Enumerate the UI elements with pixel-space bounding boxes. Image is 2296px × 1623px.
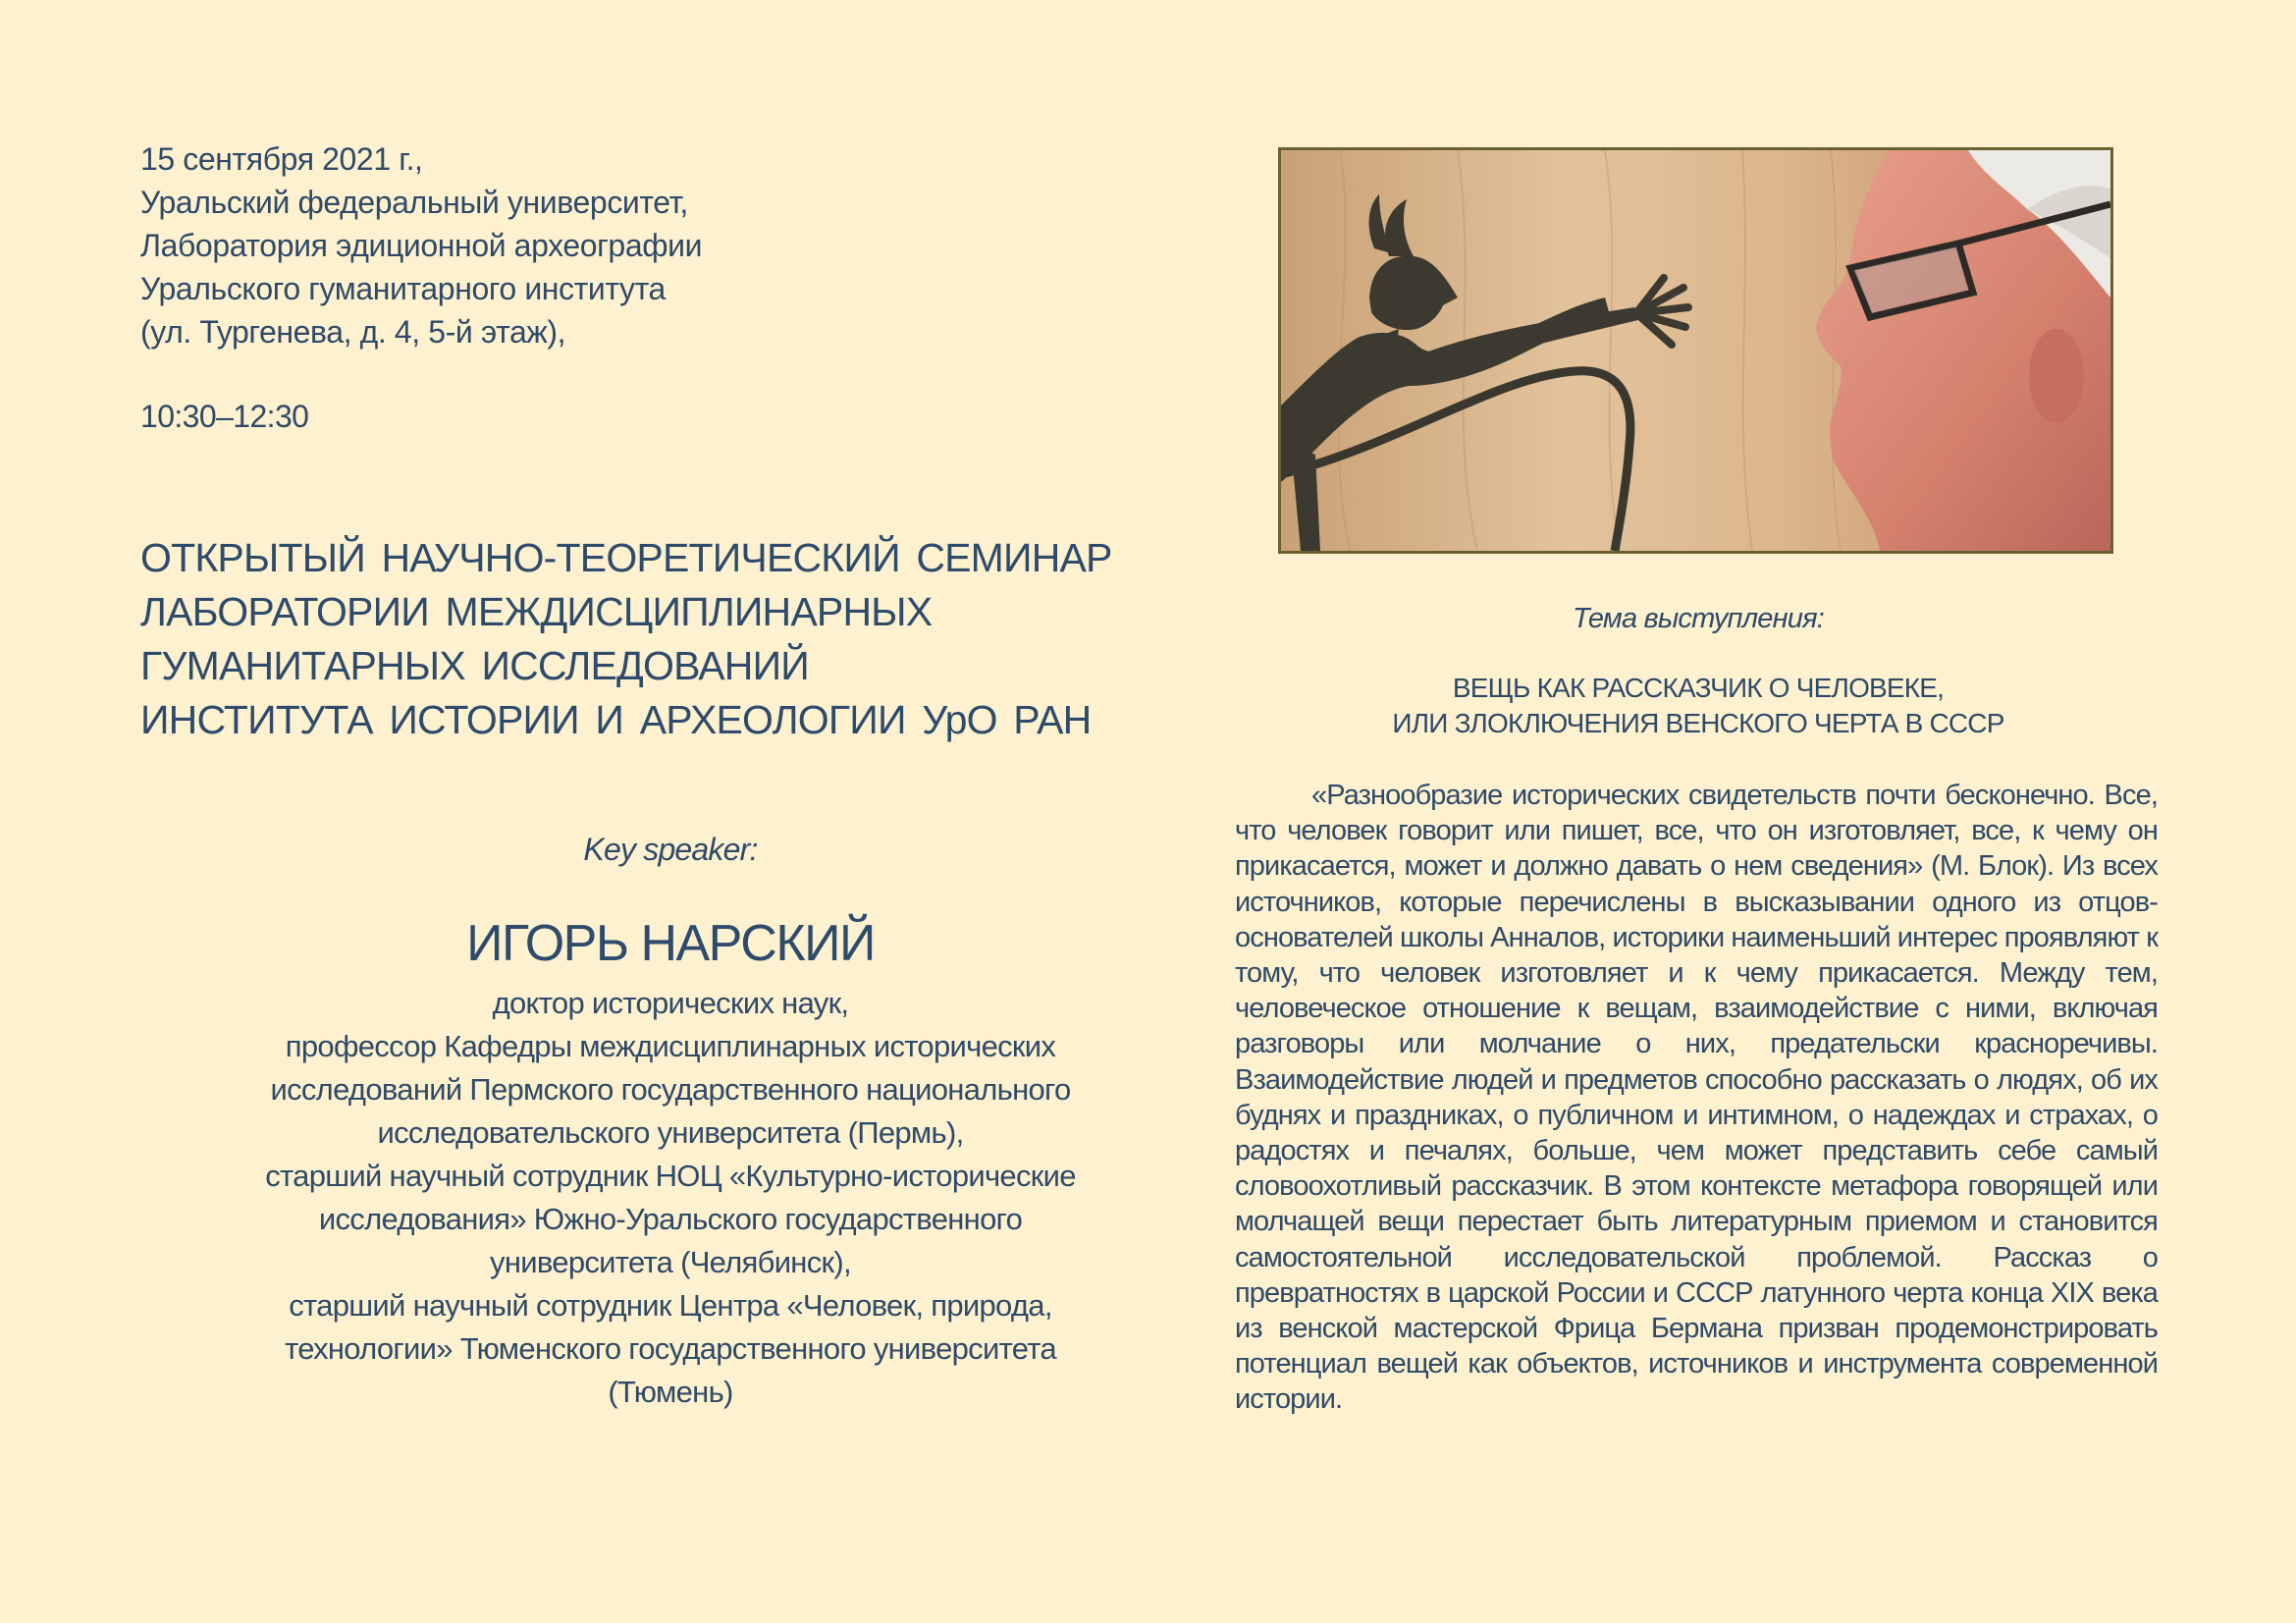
speaker-name: ИГОРЬ НАРСКИЙ	[466, 915, 875, 972]
photo-devil-figurine-icon	[1281, 150, 2110, 551]
seminar-title-line: ЛАБОРАТОРИИ МЕЖДИСЦИПЛИНАРНЫХ	[140, 589, 933, 634]
talk-title	[1237, 671, 2160, 741]
talk-label: Тема выступления:	[1572, 603, 1825, 634]
seminar-title-line: ГУМАНИТАРНЫХ ИССЛЕДОВАНИЙ	[140, 643, 809, 688]
event-address: (ул. Тургенева, д. 4, 5-й этаж),	[140, 314, 566, 350]
speaker-bio-line: исследования» Южно-Уральского государственного	[318, 1202, 1023, 1236]
talk-title-line: ИЛИ ЗЛОКЛЮЧЕНИЯ ВЕНСКОГО ЧЕРТА В СССР	[1392, 708, 2004, 738]
event-info	[140, 137, 1024, 353]
speaker-label: Key speaker:	[583, 832, 758, 867]
event-laboratory: Лаборатория эдиционной археографии	[140, 228, 703, 263]
event-time: 10:30–12:30	[140, 399, 309, 434]
speaker-bio-line: доктор исторических наук,	[492, 986, 849, 1020]
seminar-title-line: ИНСТИТУТА ИСТОРИИ И АРХЕОЛОГИИ УрО РАН	[140, 697, 1092, 742]
speaker-bio-line: университета (Челябинск),	[490, 1245, 851, 1279]
speaker-bio-line: технологии» Тюменского государственного университета	[285, 1331, 1056, 1366]
event-university: Уральский федеральный университет,	[140, 185, 688, 220]
seminar-title-line: ОТКРЫТЫЙ НАУЧНО-ТЕОРЕТИЧЕСКИЙ СЕМИНАР	[140, 535, 1112, 580]
talk-title-line: ВЕЩЬ КАК РАССКАЗЧИК О ЧЕЛОВЕКЕ,	[1452, 673, 1945, 703]
speaker-bio-line: (Тюмень)	[608, 1375, 733, 1409]
speaker-bio-line: профессор Кафедры междисциплинарных исторических	[285, 1029, 1056, 1063]
speaker-bio	[140, 982, 1201, 1414]
speaker-bio-line: исследований Пермского государственного национального	[270, 1072, 1071, 1107]
seminar-title	[140, 531, 1122, 747]
speaker-photo	[1278, 147, 2113, 554]
event-institute: Уральского гуманитарного института	[140, 271, 666, 306]
speaker-bio-line: исследовательского университета (Пермь),	[377, 1115, 964, 1150]
speaker-bio-line: старший научный сотрудник Центра «Человек, природа,	[289, 1288, 1052, 1323]
speaker-bio-line: старший научный сотрудник НОЦ «Культурно-исторические	[265, 1159, 1076, 1193]
talk-abstract: «Разнообразие исторических свидетельств почти бесконечно. Все, что человек говорит или пишет, все, что он изготовляет, все, к чему он прикасается, может и должно давать о нем сведения» (М. Блок). Из всех источников, которые перечислены в высказывании одного из отцов-основателей школы Анналов, историки наименьший интерес проявляют к тому, что человек изготовляет и к чему прикасается. Между тем, человеческое отношение к вещам, взаимодействие с ними, включая разговоры или молчание о них, предательски красноречивы. Взаимодействие людей и предметов способно рассказать о людях, об их буднях и праздниках, о публичном и интимном, о надеждах и страхах, о радостях и печалях, больше, чем может представить себе самый словоохотливый рассказчик. В этом контексте метафора говорящей или молчащей вещи перестает быть литературным приемом и становится самостоятельной исследовательской проблемой. Рассказ о превратностях в царской России и СССР латунного черта конца XIX века из венской мастерской Фрица Бермана призван продемонстрировать потенциал вещей как объектов, источников и инструмента современной истории.	[1235, 780, 2158, 1416]
event-date: 15 сентября 2021 г.,	[140, 141, 423, 177]
